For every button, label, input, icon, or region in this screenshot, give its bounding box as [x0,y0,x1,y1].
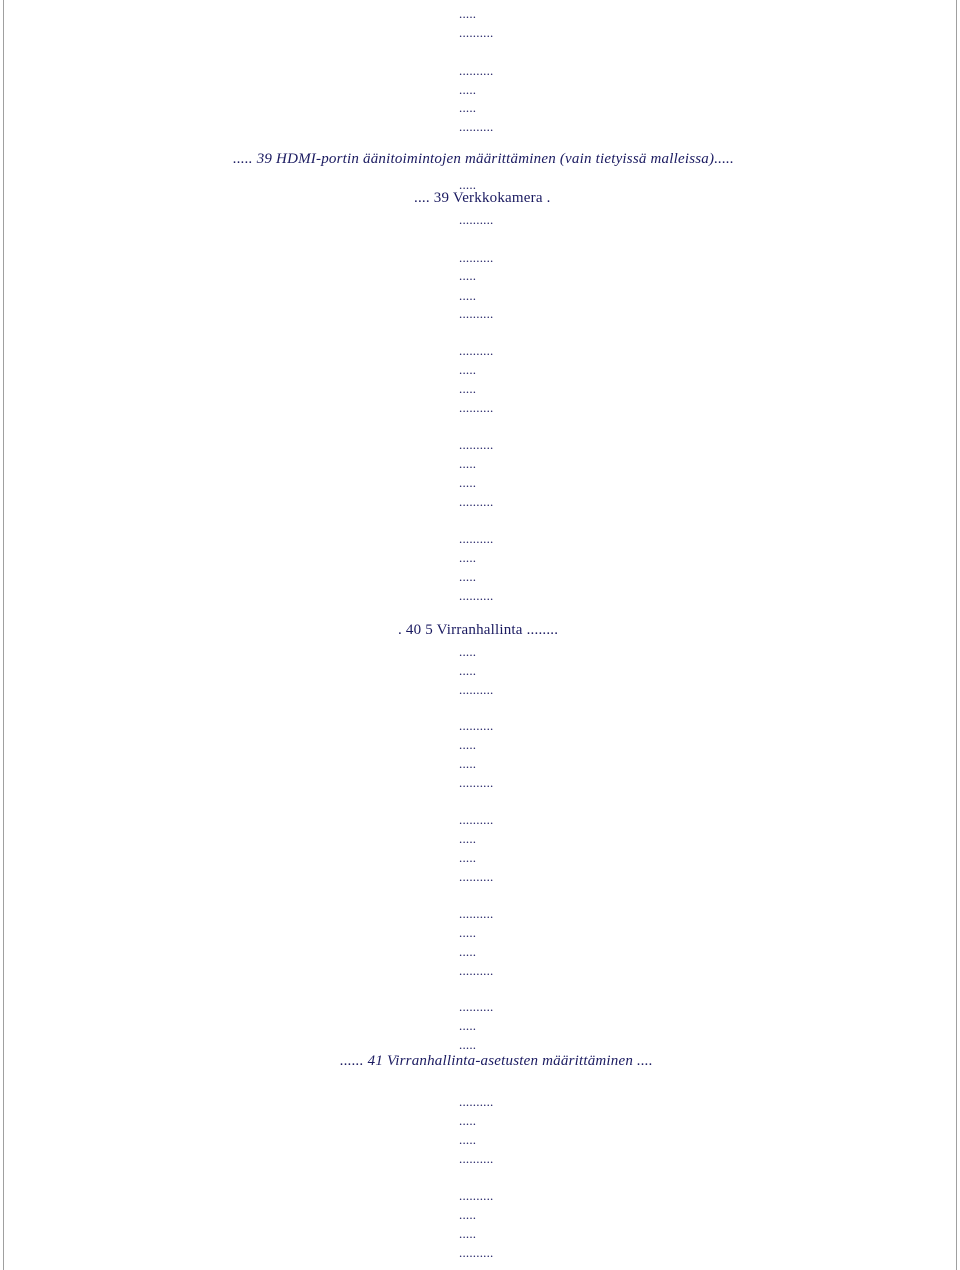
toc-leader-dots: ..... [459,82,477,97]
toc-leader-dots: .......... [459,906,494,921]
toc-leader-dots: ..... [459,569,477,584]
toc-entry: ..... 39 HDMI-portin äänitoimintojen määrittäminen (vain tietyissä malleissa)..... [233,151,734,167]
toc-leader-dots: .......... [459,119,494,134]
toc-leader-dots: ..... [459,1037,477,1052]
toc-leader-dots: ..... [459,944,477,959]
toc-leader-dots: .......... [459,250,494,265]
toc-leader-dots: .......... [459,588,494,603]
toc-leader-dots: .......... [459,869,494,884]
toc-leader-dots: .......... [459,999,494,1014]
page-left-border [0,0,4,1270]
toc-leader-dots: ..... [459,381,477,396]
toc-leader-dots: .......... [459,531,494,546]
toc-leader-dots: .......... [459,212,494,227]
toc-leader-dots: .......... [459,1151,494,1166]
toc-leader-dots: .......... [459,437,494,452]
toc-leader-dots: .......... [459,1245,494,1260]
toc-leader-dots: .......... [459,775,494,790]
toc-entry: .... 39 Verkkokamera . [414,190,551,206]
toc-leader-dots: ..... [459,362,477,377]
toc-leader-dots: ..... [459,1207,477,1222]
toc-leader-dots: ..... [459,100,477,115]
toc-leader-dots: ..... [459,177,477,192]
toc-leader-dots: .......... [459,718,494,733]
toc-entry: . 40 5 Virranhallinta ........ [398,622,559,638]
toc-leader-dots: ..... [459,550,477,565]
toc-leader-dots: .......... [459,343,494,358]
toc-leader-dots: .......... [459,494,494,509]
toc-leader-dots: ..... [459,831,477,846]
toc-leader-dots: ..... [459,925,477,940]
toc-leader-dots: ..... [459,644,477,659]
toc-leader-dots: .......... [459,306,494,321]
toc-leader-dots: ..... [459,756,477,771]
toc-leader-dots: ..... [459,1113,477,1128]
toc-entry: ...... 41 Virranhallinta-asetusten määrittäminen .... [340,1053,653,1069]
page-right-border [956,0,960,1270]
toc-leader-dots: ..... [459,288,477,303]
toc-leader-dots: ..... [459,1226,477,1241]
toc-leader-dots: ..... [459,475,477,490]
toc-leader-dots: .......... [459,25,494,40]
toc-leader-dots: ..... [459,268,477,283]
toc-leader-dots: ..... [459,663,477,678]
toc-leader-dots: .......... [459,812,494,827]
toc-leader-dots: ..... [459,456,477,471]
toc-leader-dots: .......... [459,1188,494,1203]
toc-leader-dots: ..... [459,1132,477,1147]
toc-leader-dots: ..... [459,1018,477,1033]
toc-leader-dots: ..... [459,6,477,21]
toc-leader-dots: .......... [459,963,494,978]
toc-leader-dots: ..... [459,737,477,752]
toc-leader-dots: .......... [459,400,494,415]
toc-leader-dots: .......... [459,63,494,78]
toc-leader-dots: .......... [459,682,494,697]
toc-leader-dots: .......... [459,1094,494,1109]
toc-leader-dots: ..... [459,850,477,865]
